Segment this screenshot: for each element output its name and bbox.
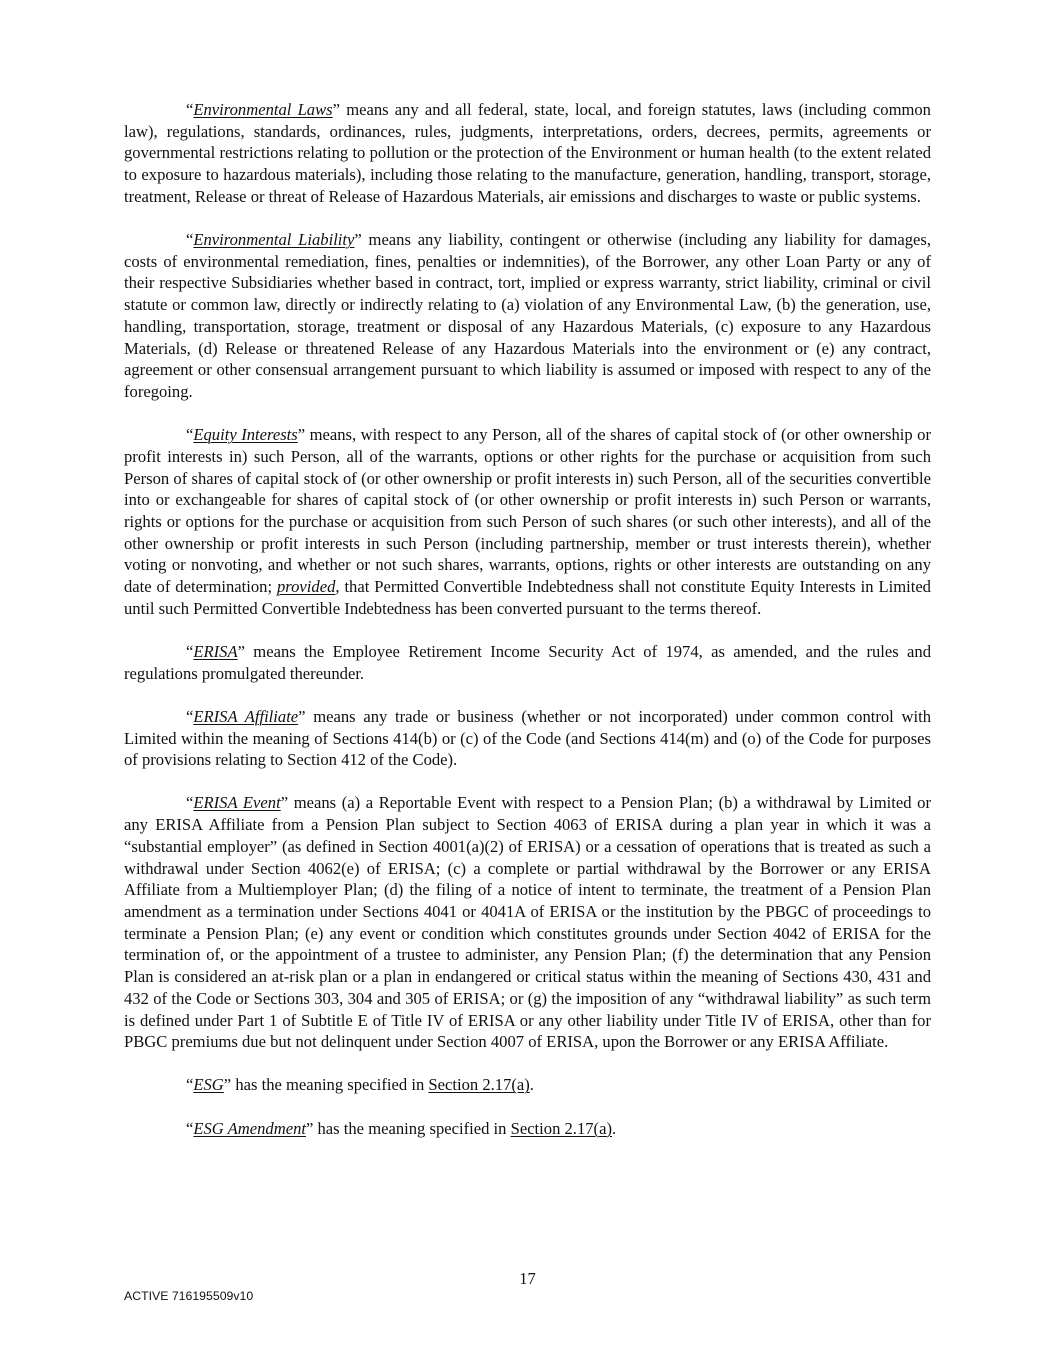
- close-quote: ”: [354, 230, 362, 250]
- open-quote: “: [186, 641, 194, 661]
- definition-erisa-event: [124, 792, 931, 1052]
- open-quote: “: [186, 793, 194, 813]
- page-number: 17: [519, 1269, 536, 1288]
- definition-text-after: .: [611, 1118, 617, 1138]
- open-quote: “: [186, 1118, 194, 1138]
- definition-environmental-liability: [124, 229, 931, 403]
- document-id: ACTIVE 716195509v10: [124, 1289, 254, 1303]
- open-quote: “: [186, 425, 194, 445]
- definition-esg: [124, 1074, 931, 1096]
- definition-text: means the Employee Retirement Income Security Act of 1974, as amended, and the rules and regulations promulgated thereunder.: [124, 641, 931, 683]
- definition-environmental-laws: [124, 99, 931, 208]
- definition-text: has the meaning specified in: [313, 1118, 511, 1138]
- emphasis-provided: provided: [277, 577, 336, 597]
- definition-equity-interests: [124, 424, 931, 619]
- close-quote: ”: [237, 641, 245, 661]
- definition-text: means, with respect to any Person, all of the shares of capital stock of (or other ownership or profit interests in) such Person, all of the warrants, options or other rights for the purchase or acquisition from such Person of shares of capital stock of (or other ownership or profit interests in) such Person, all of the securities convertible into or exchangeable for shares of capital stock of (or other ownership or profit interests in) such Person or warrants, rights or options for the purchase or acquisition from such Person of such shares (or such other interests), and all of the other ownership or profit interests in such Person (including partnership, member or trust interests therein), whether voting or nonvoting, and whether or not such shares, warrants, options, rights or other interests are outstanding on any date of determination;: [124, 425, 931, 597]
- definition-text: means any trade or business (whether or not incorporated) under common control with Limited within the meaning of Sections 414(b) or (c) of the Code (and Sections 414(m) and (o) of the Code for purposes of provisions relating to Section 412 of the Code).: [124, 706, 931, 770]
- defined-term: ERISA: [193, 641, 238, 661]
- close-quote: ”: [223, 1075, 232, 1095]
- defined-term: Environmental Laws: [193, 100, 333, 119]
- definition-text: means any and all federal, state, local, and foreign statutes, laws (including common law), regulations, standards, ordinances, rules, judgments, interpretations, orders, decrees, permits, agreements or governmental restrictions relating to pollution or the protection of the Environment or human health (to the extent related to exposure to hazardous materials), including those relating to the manufacture, generation, handling, transport, storage, treatment, Release or threat of Release of Hazardous Materials, air emissions and discharges to waste or public systems.: [124, 100, 931, 206]
- close-quote: ”: [280, 793, 289, 813]
- defined-term: ESG: [193, 1075, 224, 1095]
- section-reference: Section 2.17(a): [510, 1118, 612, 1138]
- definition-text: means (a) a Reportable Event with respect to a Pension Plan; (b) a withdrawal by Limited or any ERISA Affiliate from a Pension Plan subject to Section 4063 of ERISA during a plan year in which it was a “substantial employer” (as defined in Section 4001(a)(2) of ERISA) or a cessation of operations that is treated as such a withdrawal under Section 4062(e) of ERISA; (c) a complete or partial withdrawal by the Borrower or any ERISA Affiliate from a Multiemployer Plan; (d) the filing of a notice of intent to terminate, the treatment of a Pension Plan amendment as a termination under Sections 4041 or 4041A of ERISA or the institution by the PBGC of proceedings to terminate a Pension Plan; (e) any event or condition which constitutes grounds under Section 4042 of ERISA for the termination of, or the appointment of a trustee to administer, any Pension Plan; (f) the determination that any Pension Plan is considered an at-risk plan or a plan in endangered or critical status within the meaning of Sections 430, 431 and 432 of the Code or Sections 303, 304 and 305 of ERISA; or (g) the imposition of any “withdrawal liability” as such term is defined under Part 1 of Subtitle E of Title IV of ERISA or any other liability under Title IV of ERISA, other than for PBGC premiums due but not delinquent under Section 4007 of ERISA, upon the Borrower or any ERISA Affiliate.: [124, 793, 931, 1052]
- open-quote: “: [186, 230, 194, 250]
- close-quote: ”: [305, 1118, 314, 1138]
- document-body: [124, 99, 931, 1161]
- open-quote: “: [186, 100, 194, 119]
- definition-text-after: , that Permitted Convertible Indebtedness shall not constitute Equity Interests in Limited until such Permitted Convertible Indebtedness has been converted pursuant to the terms thereof.: [124, 577, 931, 618]
- defined-term: Equity Interests: [193, 425, 298, 445]
- defined-term: Environmental Liability: [193, 230, 355, 250]
- definition-esg-amendment: [124, 1118, 931, 1140]
- close-quote: ”: [298, 706, 306, 726]
- open-quote: “: [186, 1075, 194, 1095]
- close-quote: ”: [297, 425, 306, 445]
- defined-term: ESG Amendment: [193, 1118, 306, 1138]
- definition-text: means any liability, contingent or otherwise (including any liability for damages, costs of environmental remediation, fines, penalties or indemnities), of the Borrower, any other Loan Party or any of their respective Subsidiaries whether based in contract, tort, implied or express warranty, strict liability, criminal or civil statute or common law, directly or indirectly relating to (a) violation of any Environmental Law, (b) the generation, use, handling, transportation, storage, treatment or disposal of any Hazardous Materials, (c) exposure to any Hazardous Materials, (d) Release or threatened Release of any Hazardous Materials into the environment or (e) any contract, agreement or other consensual arrangement pursuant to which liability is assumed or imposed with respect to any of the foregoing.: [124, 230, 931, 401]
- section-reference: Section 2.17(a): [428, 1075, 530, 1095]
- definition-erisa-affiliate: [124, 706, 931, 771]
- definition-text-after: .: [529, 1075, 534, 1095]
- defined-term: ERISA Event: [193, 793, 281, 813]
- definition-erisa: [124, 641, 931, 684]
- defined-term: ERISA Affiliate: [193, 706, 299, 726]
- open-quote: “: [186, 706, 194, 726]
- close-quote: ”: [332, 100, 340, 119]
- definition-text: has the meaning specified in: [231, 1075, 429, 1095]
